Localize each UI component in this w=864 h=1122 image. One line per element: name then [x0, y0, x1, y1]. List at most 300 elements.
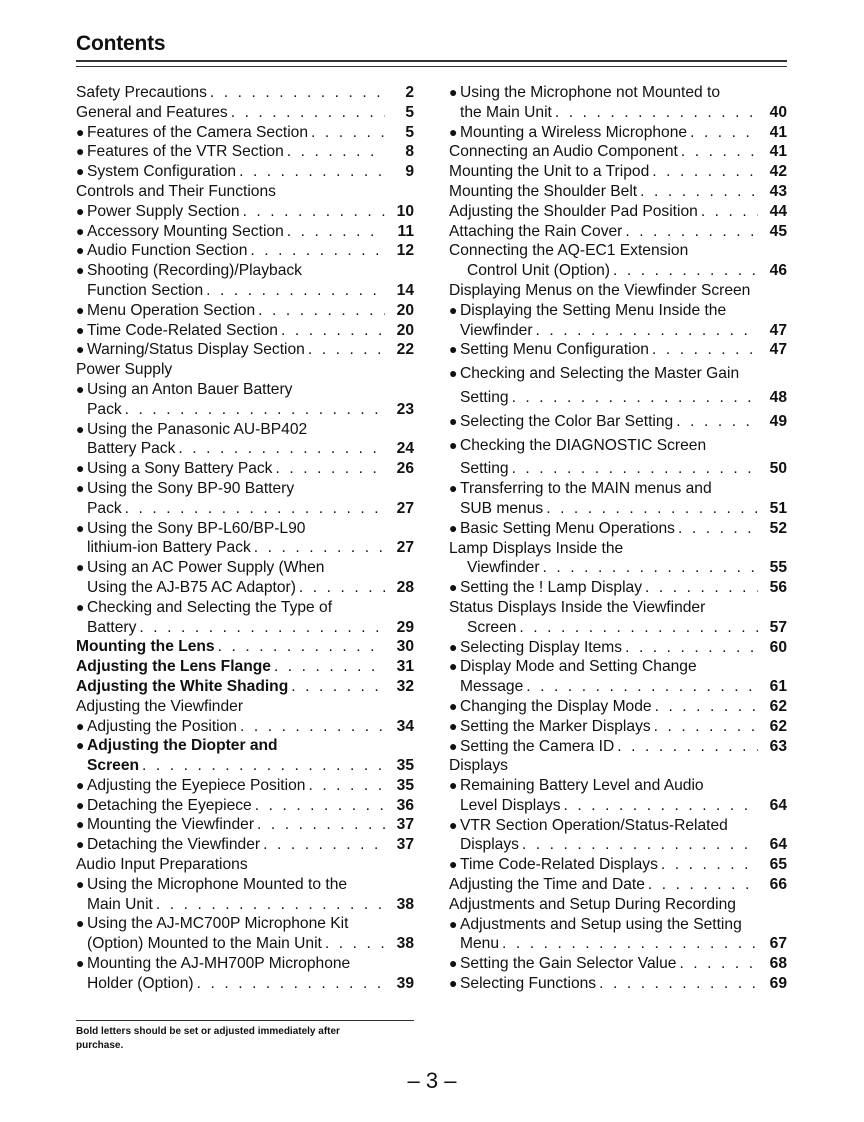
toc-page-number: 51: [769, 499, 787, 517]
toc-entry: [76, 459, 414, 479]
toc-entry: [76, 914, 414, 934]
bullet-icon: ●: [449, 737, 458, 754]
toc-entry: [76, 855, 414, 875]
dot-leader: [701, 202, 758, 222]
toc-entry: [449, 388, 787, 408]
bullet-icon: ●: [76, 301, 85, 318]
dot-leader: [156, 895, 385, 915]
toc-page-number: 14: [396, 281, 414, 299]
toc-entry-text: Features of the VTR Section: [87, 143, 284, 161]
toc-entry-text: Connecting the AQ-EC1 Extension: [449, 242, 689, 260]
dot-leader: [243, 202, 385, 222]
toc-entry: [76, 815, 414, 835]
toc-entry-text: Lamp Displays Inside the: [449, 539, 624, 557]
bullet-icon: ●: [449, 519, 458, 536]
toc-entry-text: Attaching the Rain Cover: [449, 222, 623, 240]
toc-page-number: 23: [396, 400, 414, 418]
toc-entry: [449, 598, 787, 618]
dot-leader: [311, 123, 385, 143]
toc-page-number: 37: [396, 816, 414, 834]
toc-entry-text: Power Supply Section: [87, 202, 240, 220]
toc-entry: [449, 539, 787, 559]
toc-entry-text: Using the Sony BP-90 Battery: [87, 479, 295, 497]
title-rule-thick: [76, 60, 787, 62]
toc-entry-text: Basic Setting Menu Operations: [460, 519, 675, 537]
dot-leader: [546, 499, 758, 519]
toc-entry-text: Adjusting the Lens Flange: [76, 658, 271, 676]
bullet-icon: ●: [76, 479, 85, 496]
toc-entry: [449, 717, 787, 737]
toc-entry-text: Adjusting the Time and Date: [449, 876, 645, 894]
toc-entry-text: Adjustments and Setup using the Setting: [460, 915, 742, 933]
toc-entry-text: Setting the Marker Displays: [460, 717, 651, 735]
bullet-icon: ●: [449, 915, 458, 932]
toc-entry: [76, 479, 414, 499]
toc-entry-text: Warning/Status Display Section: [87, 341, 305, 359]
toc-page-number: 29: [396, 618, 414, 636]
toc-page-number: 55: [769, 559, 787, 577]
toc-page-number: 47: [769, 341, 787, 359]
toc-entry: [449, 261, 787, 281]
bullet-icon: ●: [449, 975, 458, 992]
dot-leader: [263, 835, 385, 855]
toc-entry-text: Displaying the Setting Menu Inside the: [460, 301, 727, 319]
toc-page-number: 36: [396, 796, 414, 814]
toc-page-number: 27: [396, 499, 414, 517]
toc-entry: [449, 103, 787, 123]
dot-leader: [197, 974, 385, 994]
toc-entry: [449, 436, 787, 456]
toc-entry-text: Displays: [449, 757, 508, 775]
dot-leader: [291, 677, 385, 697]
bullet-icon: ●: [449, 955, 458, 972]
toc-entry-text: Menu: [460, 935, 500, 953]
toc-page-number: 28: [396, 578, 414, 596]
toc-page-number: 52: [769, 519, 787, 537]
toc-entry-text: General and Features: [76, 103, 228, 121]
dot-leader: [617, 737, 758, 757]
toc-entry: [449, 123, 787, 143]
bullet-icon: ●: [449, 301, 458, 318]
toc-entry: [449, 737, 787, 757]
toc-entry-text: SUB menus: [460, 499, 544, 517]
bullet-icon: ●: [76, 420, 85, 437]
toc-page-number: 49: [769, 412, 787, 430]
dot-leader: [648, 875, 758, 895]
toc-entry-text: Mounting a Wireless Microphone: [460, 123, 688, 141]
dot-leader: [257, 815, 385, 835]
toc-entry: [76, 637, 414, 657]
toc-page-number: 30: [396, 638, 414, 656]
toc-page-number: 62: [769, 717, 787, 735]
toc-page-number: 10: [396, 202, 414, 220]
dot-leader: [661, 855, 758, 875]
toc-entry: [449, 657, 787, 677]
toc-entry: [76, 558, 414, 578]
dot-leader: [599, 974, 758, 994]
toc-page-number: 63: [769, 737, 787, 755]
toc-entry: [76, 400, 414, 420]
toc-entry: [449, 796, 787, 816]
toc-page-number: 46: [769, 262, 787, 280]
bullet-icon: ●: [76, 717, 85, 734]
toc-entry: [76, 83, 414, 103]
dot-leader: [139, 618, 385, 638]
toc-page-number: 65: [769, 856, 787, 874]
toc-entry: [76, 222, 414, 242]
bullet-icon: ●: [76, 380, 85, 397]
bullet-icon: ●: [76, 460, 85, 477]
bullet-icon: ●: [449, 658, 458, 675]
toc-right-column: [449, 83, 787, 994]
toc-entry-text: Using the Sony BP-L60/BP-L90: [87, 519, 306, 537]
toc-entry: [449, 954, 787, 974]
toc-entry-text: Checking and Selecting the Master Gain: [460, 365, 740, 383]
bullet-icon: ●: [76, 955, 85, 972]
bullet-icon: ●: [76, 143, 85, 160]
toc-entry: [76, 538, 414, 558]
toc-entry-text: Checking and Selecting the Type of: [87, 598, 333, 616]
toc-entry: [449, 934, 787, 954]
toc-entry-text: Level Displays: [460, 796, 561, 814]
dot-leader: [640, 182, 758, 202]
bullet-icon: ●: [449, 777, 458, 794]
page-number: – 3 –: [407, 1068, 457, 1093]
toc-entry: [76, 301, 414, 321]
dot-leader: [625, 638, 758, 658]
toc-entry: [76, 954, 414, 974]
toc-entry: [449, 915, 787, 935]
bullet-icon: ●: [449, 638, 458, 655]
toc-entry-text: Viewfinder: [467, 559, 540, 577]
toc-entry-text: Audio Input Preparations: [76, 856, 248, 874]
bullet-icon: ●: [449, 84, 458, 100]
toc-entry-text: Selecting the Color Bar Setting: [460, 412, 674, 430]
bullet-icon: ●: [449, 341, 458, 358]
toc-entry-text: Holder (Option): [87, 974, 194, 992]
dot-leader: [308, 340, 385, 360]
toc-entry: [449, 162, 787, 182]
bullet-icon: ●: [76, 776, 85, 793]
bullet-icon: ●: [76, 836, 85, 853]
dot-leader: [239, 162, 385, 182]
toc-entry-text: Selecting Functions: [460, 975, 597, 993]
bullet-icon: ●: [449, 412, 458, 429]
toc-page-number: 47: [769, 321, 787, 339]
bullet-icon: ●: [76, 341, 85, 358]
toc-entry-text: Message: [460, 678, 524, 696]
toc-entry: [76, 578, 414, 598]
toc-entry-text: Using the Panasonic AU-BP402: [87, 420, 308, 438]
toc-entry-text: Using an AC Power Supply (When: [87, 559, 325, 577]
toc-entry: [449, 558, 787, 578]
toc-entry: [449, 83, 787, 103]
toc-entry: [76, 380, 414, 400]
dot-leader: [652, 340, 758, 360]
toc-page-number: 32: [396, 677, 414, 695]
bullet-icon: ●: [449, 856, 458, 873]
bullet-icon: ●: [449, 816, 458, 833]
bullet-icon: ●: [449, 697, 458, 714]
bullet-icon: ●: [449, 365, 458, 382]
toc-entry-text: Screen: [467, 618, 517, 636]
dot-leader: [522, 835, 758, 855]
bullet-icon: ●: [76, 816, 85, 833]
toc-page-number: 62: [769, 697, 787, 715]
toc-entry-text: Pack: [87, 400, 122, 418]
bullet-icon: ●: [76, 242, 85, 259]
bullet-icon: ●: [449, 480, 458, 497]
toc-entry: [449, 182, 787, 202]
toc-page-number: 41: [769, 123, 787, 141]
toc-page-number: 35: [396, 757, 414, 775]
dot-leader: [255, 796, 385, 816]
dot-leader: [690, 123, 758, 143]
toc-entry: [449, 756, 787, 776]
toc-entry: [76, 420, 414, 440]
toc-page-number: 5: [405, 103, 414, 121]
toc-entry: [76, 776, 414, 796]
dot-leader: [125, 400, 385, 420]
toc-entry-text: Mounting the Shoulder Belt: [449, 182, 638, 200]
dot-leader: [625, 222, 758, 242]
toc-entry: [449, 638, 787, 658]
dot-leader: [240, 717, 385, 737]
toc-entry-text: Using the Microphone Mounted to the: [87, 875, 348, 893]
toc-entry: [76, 340, 414, 360]
toc-entry: [76, 321, 414, 341]
toc-entry-text: System Configuration: [87, 163, 237, 181]
toc-entry-text: Transferring to the MAIN menus and: [460, 480, 712, 498]
toc-entry-text: (Option) Mounted to the Main Unit: [87, 935, 322, 953]
dot-leader: [543, 558, 758, 578]
toc-entry: [76, 162, 414, 182]
toc-entry-text: Using the AJ-B75 AC Adaptor): [87, 578, 296, 596]
toc-entry: [449, 499, 787, 519]
bullet-icon: ●: [76, 202, 85, 219]
toc-entry: [76, 618, 414, 638]
toc-entry: [76, 934, 414, 954]
dot-leader: [512, 459, 758, 479]
toc-entry: [76, 261, 414, 281]
toc-entry-text: Using the AJ-MC700P Microphone Kit: [87, 915, 349, 933]
toc-entry: [449, 835, 787, 855]
toc-page-number: 40: [769, 103, 787, 121]
toc-entry: [449, 459, 787, 479]
bullet-icon: ●: [449, 717, 458, 734]
toc-entry: [76, 835, 414, 855]
toc-entry: [449, 142, 787, 162]
toc-page-number: 12: [396, 242, 414, 260]
toc-page-number: 24: [396, 440, 414, 458]
toc-page-number: 37: [396, 836, 414, 854]
toc-entry-text: Setting the Camera ID: [460, 737, 615, 755]
toc-entry-text: Setting Menu Configuration: [460, 341, 649, 359]
toc-entry: [76, 796, 414, 816]
toc-entry-text: Adjusting the Shoulder Pad Position: [449, 202, 698, 220]
toc-page-number: 35: [396, 776, 414, 794]
toc-page-number: 45: [769, 222, 787, 240]
dot-leader: [564, 796, 758, 816]
toc-entry-text: Displaying Menus on the Viewfinder Screen: [449, 281, 751, 299]
toc-entry: [76, 123, 414, 143]
bullet-icon: ●: [76, 875, 85, 892]
toc-page-number: 67: [769, 935, 787, 953]
toc-entry-text: Menu Operation Section: [87, 301, 256, 319]
toc-page-number: 31: [396, 658, 414, 676]
dot-leader: [519, 618, 758, 638]
toc-entry: [449, 412, 787, 432]
toc-page-number: 57: [769, 618, 787, 636]
toc-entry-text: Detaching the Viewfinder: [87, 836, 261, 854]
toc-entry: [449, 202, 787, 222]
toc-entry: [449, 340, 787, 360]
toc-entry-text: VTR Section Operation/Status-Related: [460, 816, 728, 834]
toc-entry-text: Setting the Gain Selector Value: [460, 955, 677, 973]
toc-page-number: 61: [769, 678, 787, 696]
toc-entry: [76, 281, 414, 301]
bullet-icon: ●: [76, 519, 85, 536]
toc-entry-text: Mounting the Lens: [76, 638, 215, 656]
toc-entry: [449, 776, 787, 796]
bullet-icon: ●: [76, 915, 85, 932]
toc-entry-text: Battery Pack: [87, 440, 176, 458]
dot-leader: [299, 578, 385, 598]
toc-entry-text: Audio Function Section: [87, 242, 248, 260]
toc-entry: [449, 321, 787, 341]
toc-page-number: 41: [769, 143, 787, 161]
toc-entry-text: Display Mode and Setting Change: [460, 658, 697, 676]
toc-entry-text: Setting: [460, 388, 509, 406]
toc-entry: [449, 895, 787, 915]
bullet-icon: ●: [449, 579, 458, 596]
bullet-icon: ●: [76, 262, 85, 279]
toc-page-number: 42: [769, 163, 787, 181]
toc-entry: [76, 875, 414, 895]
dot-leader: [287, 222, 385, 242]
toc-entry-text: Setting: [460, 460, 509, 478]
bullet-icon: ●: [76, 796, 85, 813]
toc-entry-text: Adjusting the Diopter and: [87, 737, 278, 755]
dot-leader: [676, 412, 758, 432]
toc-entry: [449, 281, 787, 301]
toc-entry-text: Remaining Battery Level and Audio: [460, 777, 704, 795]
toc-entry: [76, 519, 414, 539]
dot-leader: [142, 756, 385, 776]
toc-entry-text: Using an Anton Bauer Battery: [87, 380, 293, 398]
title-rule-thin: [76, 66, 787, 67]
dot-leader: [678, 519, 758, 539]
toc-entry: [449, 875, 787, 895]
toc-page-number: 44: [769, 202, 787, 220]
toc-entry-text: Setting the ! Lamp Display: [460, 579, 643, 597]
dot-leader: [274, 657, 385, 677]
toc-entry-text: Checking the DIAGNOSTIC Screen: [460, 436, 707, 454]
toc-entry: [76, 360, 414, 380]
toc-entry-text: Mounting the Viewfinder: [87, 816, 255, 834]
toc-page-number: 20: [396, 321, 414, 339]
toc-entry-text: Adjusting the Viewfinder: [76, 697, 244, 715]
toc-entry-text: Status Displays Inside the Viewfinder: [449, 598, 706, 616]
bullet-icon: ●: [76, 163, 85, 180]
toc-entry: [449, 855, 787, 875]
toc-entry-text: Control Unit (Option): [467, 262, 610, 280]
toc-entry-text: Controls and Their Functions: [76, 182, 276, 200]
toc-entry: [76, 439, 414, 459]
toc-entry: [449, 816, 787, 836]
dot-leader: [206, 281, 385, 301]
dot-leader: [655, 697, 758, 717]
dot-leader: [502, 934, 758, 954]
toc-entry: [449, 578, 787, 598]
toc-entry-text: Pack: [87, 499, 122, 517]
dot-leader: [536, 321, 758, 341]
toc-entry: [76, 598, 414, 618]
toc-page-number: 66: [769, 876, 787, 894]
toc-entry: [76, 499, 414, 519]
toc-page-number: 26: [396, 460, 414, 478]
toc-page-number: 68: [769, 955, 787, 973]
toc-entry: [449, 241, 787, 261]
dot-leader: [210, 83, 385, 103]
footnote: Bold letters should be set or adjusted immediately after purchase.: [76, 1026, 340, 1051]
toc-entry: [449, 618, 787, 638]
dot-leader: [258, 301, 385, 321]
toc-entry-text: Time Code-Related Section: [87, 321, 278, 339]
toc-entry: [449, 697, 787, 717]
toc-page-number: 11: [397, 222, 414, 240]
dot-leader: [555, 103, 758, 123]
toc-entry-text: Viewfinder: [460, 321, 533, 339]
toc-entry-text: Adjusting the Eyepiece Position: [87, 776, 306, 794]
bullet-icon: ●: [449, 123, 458, 140]
bullet-icon: ●: [76, 321, 85, 338]
toc-entry: [76, 241, 414, 261]
dot-leader: [287, 142, 385, 162]
toc-page-number: 22: [396, 341, 414, 359]
toc-entry-text: lithium-ion Battery Pack: [87, 539, 251, 557]
toc-entry: [76, 657, 414, 677]
toc-entry-text: Mounting the Unit to a Tripod: [449, 163, 650, 181]
toc-entry-text: Selecting Display Items: [460, 638, 623, 656]
toc-entry: [76, 677, 414, 697]
dot-leader: [645, 578, 758, 598]
toc-entry: [449, 519, 787, 539]
dot-leader: [275, 459, 385, 479]
toc-page-number: 8: [405, 143, 414, 161]
toc-entry: [76, 697, 414, 717]
toc-entry: [76, 142, 414, 162]
toc-page-number: 5: [405, 123, 414, 141]
bullet-icon: ●: [76, 598, 85, 615]
toc-entry: [76, 717, 414, 737]
dot-leader: [231, 103, 385, 123]
page-title: Contents: [76, 32, 166, 55]
dot-leader: [654, 717, 758, 737]
toc-page-number: 50: [769, 460, 787, 478]
toc-entry-text: Displays: [460, 836, 519, 854]
toc-page-number: 43: [769, 182, 787, 200]
toc-page-number: 69: [769, 975, 787, 993]
dot-leader: [325, 934, 385, 954]
toc-entry-text: Battery: [87, 618, 137, 636]
bullet-icon: ●: [76, 222, 85, 239]
toc-entry: [449, 677, 787, 697]
toc-entry-text: the Main Unit: [460, 103, 552, 121]
bullet-icon: ●: [76, 559, 85, 576]
toc-entry: [449, 301, 787, 321]
toc-entry-text: Changing the Display Mode: [460, 697, 652, 715]
